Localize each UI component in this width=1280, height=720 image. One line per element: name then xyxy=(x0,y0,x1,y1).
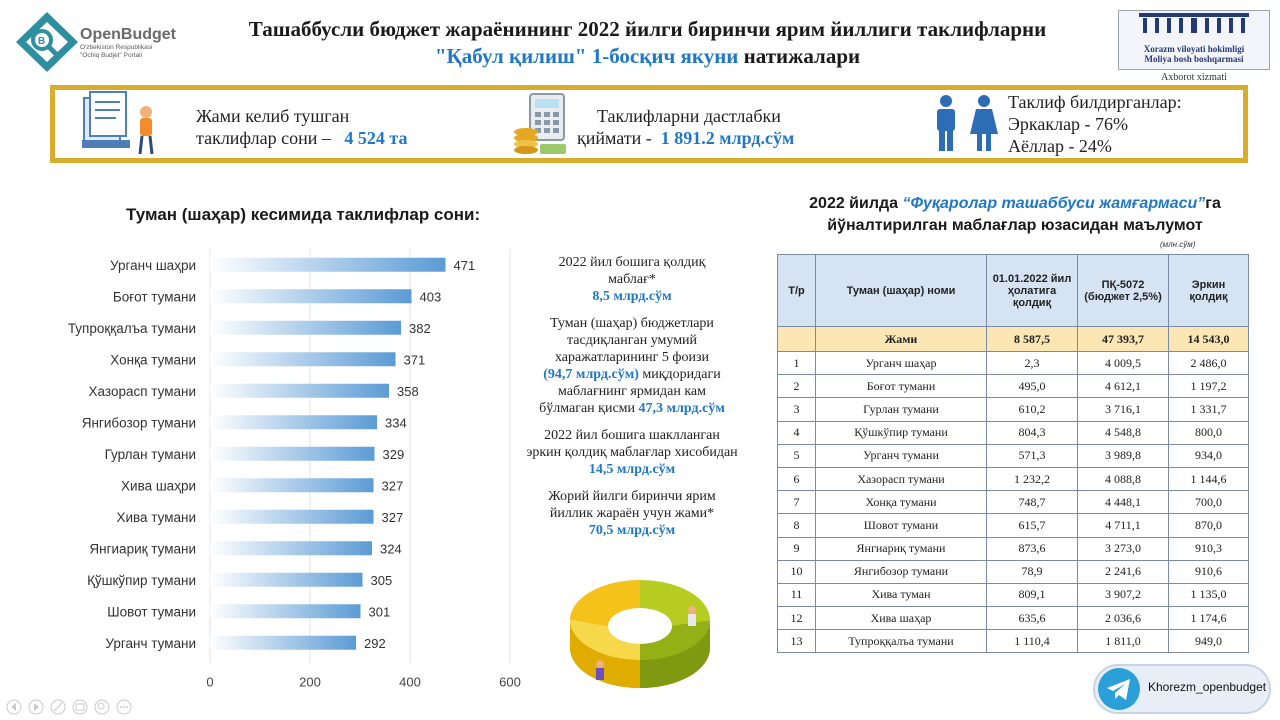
funds-table xyxy=(777,254,1249,653)
category-label: Янгибозор тумани xyxy=(81,415,196,431)
table-cell: 934,0 xyxy=(1169,444,1249,467)
table-header-cell: 01.01.2022 йил ҳолатига қолдиқ xyxy=(987,255,1078,327)
title-rest: натижалари xyxy=(738,44,861,68)
table-cell: 1 135,0 xyxy=(1169,583,1249,606)
player-controls xyxy=(6,698,146,716)
table-cell: Хонқа тумани xyxy=(816,491,987,514)
table-cell: Урганч шаҳар xyxy=(816,352,987,375)
funds-text-row xyxy=(512,366,752,383)
table-cell: 949,0 xyxy=(1169,630,1249,653)
table-row xyxy=(778,352,1249,375)
table-row xyxy=(778,560,1249,583)
funds-text: 2022 йил бошига қолдиқ xyxy=(558,255,706,270)
table-cell: 13 xyxy=(778,630,816,653)
bar xyxy=(210,352,396,366)
table-cell: Хива туман xyxy=(816,583,987,606)
man-woman-icon xyxy=(930,94,1002,152)
table-title-text: 2022 йилда xyxy=(809,195,903,212)
x-tick-label: 200 xyxy=(299,674,321,690)
bar-value-label: 403 xyxy=(419,289,442,305)
band-item-total-proposals xyxy=(196,105,407,149)
table-header-cell: Эркин қолдиқ xyxy=(1169,255,1249,327)
bar-value-label: 371 xyxy=(403,352,426,368)
band-text-row xyxy=(196,127,407,149)
org-service: Axborot xizmati xyxy=(1161,72,1227,83)
table-row xyxy=(778,375,1249,398)
telegram-icon xyxy=(1097,667,1141,711)
more-icon[interactable] xyxy=(117,700,131,714)
category-label: Янгиариқ тумани xyxy=(89,541,196,557)
band-text: Таклифларни дастлабки xyxy=(597,106,781,126)
table-row xyxy=(778,607,1249,630)
table-cell: 809,1 xyxy=(987,583,1078,606)
funds-summary xyxy=(512,254,752,549)
table-cell: 1 331,7 xyxy=(1169,398,1249,421)
table-cell: 1 197,2 xyxy=(1169,375,1249,398)
table-cell: Урганч тумани xyxy=(816,444,987,467)
funds-text: харажатларининг 5 фоизи xyxy=(554,350,710,365)
table-cell: 2,3 xyxy=(987,352,1078,375)
category-label: Хива шаҳри xyxy=(121,478,196,494)
band-text: Таклиф билдирганлар: xyxy=(1008,92,1182,112)
title-line-1: Ташаббусли бюджет жараёнининг 2022 йилги биринчи ярим йиллиги таклифларни xyxy=(248,17,1047,41)
table-row xyxy=(778,491,1249,514)
bar-value-label: 327 xyxy=(381,509,404,525)
logo-name: OpenBudget xyxy=(80,26,176,43)
funds-block-total xyxy=(512,488,752,539)
funds-block-budget-share xyxy=(512,315,752,417)
bar xyxy=(210,321,401,335)
category-label: Урганч шаҳри xyxy=(110,257,196,273)
table-cell: Шовот тумани xyxy=(816,514,987,537)
table-title-line-1 xyxy=(775,193,1255,215)
bar xyxy=(210,510,374,524)
bar-value-label: 305 xyxy=(370,572,393,588)
table-cell: 700,0 xyxy=(1169,491,1249,514)
category-label: Хива тумани xyxy=(116,509,196,525)
table-cell: 10 xyxy=(778,560,816,583)
table-cell: Қўшкўпир тумани xyxy=(816,421,987,444)
category-label: Қўшкўпир тумани xyxy=(87,572,196,588)
x-tick-label: 0 xyxy=(206,674,214,690)
table-cell: 1 232,2 xyxy=(987,467,1078,490)
org-box xyxy=(1118,10,1270,70)
table-title xyxy=(775,193,1255,237)
band-text-row xyxy=(577,127,794,149)
category-label: Шовот тумани xyxy=(107,604,196,620)
bar xyxy=(210,289,412,303)
table-row xyxy=(778,514,1249,537)
table-row xyxy=(778,421,1249,444)
funds-value: 47,3 млрд.сўм xyxy=(638,401,725,416)
band-item-initial-value xyxy=(577,105,794,149)
table-cell: Гурлан тумани xyxy=(816,398,987,421)
slides-icon[interactable] xyxy=(73,700,87,714)
bar-value-label: 382 xyxy=(409,320,431,336)
table-body xyxy=(778,327,1249,653)
table-cell: 4 711,1 xyxy=(1078,514,1169,537)
funds-value: (94,7 млрд.сўм) xyxy=(543,367,639,382)
org-name-line-2: Moliya bosh boshqarmasi xyxy=(1144,54,1244,64)
table-row xyxy=(778,444,1249,467)
logo-sub-line: "Ochiq Budjet" Portali xyxy=(80,52,143,59)
bar xyxy=(210,604,361,618)
bar-value-label: 301 xyxy=(368,604,391,620)
table-cell: 800,0 xyxy=(1169,421,1249,444)
table-cell: 11 xyxy=(778,583,816,606)
band-item-participants xyxy=(1008,91,1182,157)
bar-value-label: 329 xyxy=(382,446,405,462)
funds-text: миқдоридаги xyxy=(638,367,721,382)
funds-text: маблағнинг ярмидан кам xyxy=(558,384,706,399)
table-cell: Хива шаҳар xyxy=(816,607,987,630)
table-cell: 2 036,6 xyxy=(1078,607,1169,630)
table-cell: 615,7 xyxy=(987,514,1078,537)
table-cell: 2 486,0 xyxy=(1169,352,1249,375)
table-cell: 3 907,2 xyxy=(1078,583,1169,606)
table-cell: 2 241,6 xyxy=(1078,560,1169,583)
calculator-coins-icon xyxy=(510,92,570,156)
table-cell: Боғот тумани xyxy=(816,375,987,398)
band-text: Аёллар - 24% xyxy=(1008,136,1112,156)
funds-block-balance xyxy=(512,254,752,305)
bar-value-label: 324 xyxy=(380,541,402,557)
bar xyxy=(210,636,356,650)
initial-value-amount: 1 891.2 млрд.сўм xyxy=(660,128,795,148)
funds-text: тасдиқланган умумий xyxy=(566,333,698,348)
category-label: Тупроққалъа тумани xyxy=(67,320,196,336)
org-emblem xyxy=(1118,10,1270,83)
pen-icon[interactable] xyxy=(51,700,65,714)
donut-illustration xyxy=(560,560,715,700)
title-line-2 xyxy=(195,43,1100,70)
table-cell xyxy=(778,327,816,352)
table-cell: 9 xyxy=(778,537,816,560)
band-text: Жами келиб тушган xyxy=(196,106,350,126)
table-title-line-2: йўналтирилган маблағлар юзасидан маълумот xyxy=(827,217,1203,234)
table-cell: 610,2 xyxy=(987,398,1078,421)
category-label: Гурлан тумани xyxy=(104,446,196,462)
org-name-line-1: Xorazm viloyati hokimligi xyxy=(1143,44,1245,54)
table-cell: 571,3 xyxy=(987,444,1078,467)
bar-value-label: 292 xyxy=(364,635,386,651)
funds-block-free-balance xyxy=(512,427,752,478)
bar xyxy=(210,258,446,272)
table-cell: 4 612,1 xyxy=(1078,375,1169,398)
category-label: Боғот тумани xyxy=(112,289,196,305)
table-cell: 8 xyxy=(778,514,816,537)
table-row xyxy=(778,583,1249,606)
logo-text xyxy=(80,26,180,60)
funds-text: 2022 йил бошига шаклланган xyxy=(544,428,720,443)
table-cell: 5 xyxy=(778,444,816,467)
table-cell: 495,0 xyxy=(987,375,1078,398)
table-cell: 873,6 xyxy=(987,537,1078,560)
funds-text: йиллик жараён учун жами* xyxy=(549,506,715,521)
table-cell: 1 811,0 xyxy=(1078,630,1169,653)
table-cell: 7 xyxy=(778,491,816,514)
band-text: Эркаклар - 76% xyxy=(1008,114,1129,134)
band-text: таклифлар сони – xyxy=(196,128,331,148)
bar xyxy=(210,415,377,429)
next-icon[interactable] xyxy=(29,700,43,714)
telegram-handle: Khorezm_openbudget xyxy=(1148,680,1267,694)
table-cell: 870,0 xyxy=(1169,514,1249,537)
table-cell: 4 448,1 xyxy=(1078,491,1169,514)
openbudget-logo-icon xyxy=(14,10,80,74)
category-label: Урганч тумани xyxy=(105,635,196,651)
table-row xyxy=(778,467,1249,490)
funds-text-row xyxy=(512,400,752,417)
funds-text: эркин қолдиқ маблағлар хисобидан xyxy=(526,445,738,460)
documents-person-icon xyxy=(78,90,160,158)
bar-value-label: 327 xyxy=(381,478,404,494)
table-cell: 910,3 xyxy=(1169,537,1249,560)
table-title-text: га xyxy=(1205,195,1221,212)
table-cell: 6 xyxy=(778,467,816,490)
funds-text: бўлмаган қисми xyxy=(539,401,639,416)
table-cell: 3 273,0 xyxy=(1078,537,1169,560)
table-cell: 1 xyxy=(778,352,816,375)
table-cell: 4 548,8 xyxy=(1078,421,1169,444)
table-header-cell: Туман (шаҳар) номи xyxy=(816,255,987,327)
svg-text:B: B xyxy=(38,36,46,47)
table-cell: 1 144,6 xyxy=(1169,467,1249,490)
proposals-count-value: 4 524 та xyxy=(344,128,408,148)
table-cell: 1 110,4 xyxy=(987,630,1078,653)
bar xyxy=(210,384,389,398)
bar xyxy=(210,573,363,587)
table-cell: 2 xyxy=(778,375,816,398)
table-cell: Жами xyxy=(816,327,987,352)
table-row xyxy=(778,398,1249,421)
funds-text: Жорий йилги биринчи ярим xyxy=(548,489,716,504)
table-cell: 3 989,8 xyxy=(1078,444,1169,467)
table-cell: 47 393,7 xyxy=(1078,327,1169,352)
page-title xyxy=(195,16,1100,70)
funds-value: 70,5 млрд.сўм xyxy=(588,523,676,538)
table-total-row xyxy=(778,327,1249,352)
building-icon xyxy=(1129,11,1259,35)
zoom-icon[interactable] xyxy=(95,700,109,714)
table-row xyxy=(778,537,1249,560)
table-cell: 1 174,6 xyxy=(1169,607,1249,630)
table-unit: (млн.сўм) xyxy=(1160,240,1196,249)
table-header-row xyxy=(778,255,1249,327)
logo-sub-line: O'zbekiston Respublikasi xyxy=(80,44,153,51)
bar-value-label: 471 xyxy=(453,257,476,273)
bar xyxy=(210,478,374,492)
table-cell: 3 xyxy=(778,398,816,421)
category-label: Хонқа тумани xyxy=(110,352,196,368)
table-cell: Янгибозор тумани xyxy=(816,560,987,583)
bar xyxy=(210,541,372,555)
funds-value: 14,5 млрд.сўм xyxy=(588,462,676,477)
table-header-cell: Т/р xyxy=(778,255,816,327)
x-tick-label: 400 xyxy=(399,674,421,690)
table-cell: 78,9 xyxy=(987,560,1078,583)
category-label: Хазорасп тумани xyxy=(88,383,196,399)
prev-icon[interactable] xyxy=(7,700,21,714)
chart-title: Туман (шаҳар) кесимида таклифлар сони: xyxy=(126,205,481,224)
table-cell: 4 009,5 xyxy=(1078,352,1169,375)
logo-subtitle xyxy=(80,44,180,60)
title-highlight: "Қабул қилиш" 1-босқич якуни xyxy=(434,44,739,68)
funds-value: 8,5 млрд.сўм xyxy=(592,289,672,304)
table-header-cell: ПҚ-5072 (бюджет 2,5%) xyxy=(1078,255,1169,327)
bar-value-label: 334 xyxy=(385,415,407,431)
funds-text: маблағ* xyxy=(608,272,656,287)
bar xyxy=(210,447,375,461)
table-cell: 3 716,1 xyxy=(1078,398,1169,421)
table-cell: 14 543,0 xyxy=(1169,327,1249,352)
table-row xyxy=(778,630,1249,653)
band-text: қиймати - xyxy=(577,128,652,148)
table-cell: Янгиариқ тумани xyxy=(816,537,987,560)
table-cell: 804,3 xyxy=(987,421,1078,444)
x-tick-label: 600 xyxy=(499,674,521,690)
table-cell: 8 587,5 xyxy=(987,327,1078,352)
table-cell: 748,7 xyxy=(987,491,1078,514)
proposals-bar-chart xyxy=(60,245,521,695)
table-title-highlight: “Фуқаролар ташаббуси жамғармаси” xyxy=(902,195,1206,212)
table-cell: Хазорасп тумани xyxy=(816,467,987,490)
table-cell: 910,6 xyxy=(1169,560,1249,583)
funds-text: Туман (шаҳар) бюджетлари xyxy=(550,316,714,331)
table-cell: 12 xyxy=(778,607,816,630)
table-cell: 4 xyxy=(778,421,816,444)
table-cell: 635,6 xyxy=(987,607,1078,630)
table-cell: Тупроққалъа тумани xyxy=(816,630,987,653)
table-cell: 4 088,8 xyxy=(1078,467,1169,490)
bar-value-label: 358 xyxy=(397,383,419,399)
